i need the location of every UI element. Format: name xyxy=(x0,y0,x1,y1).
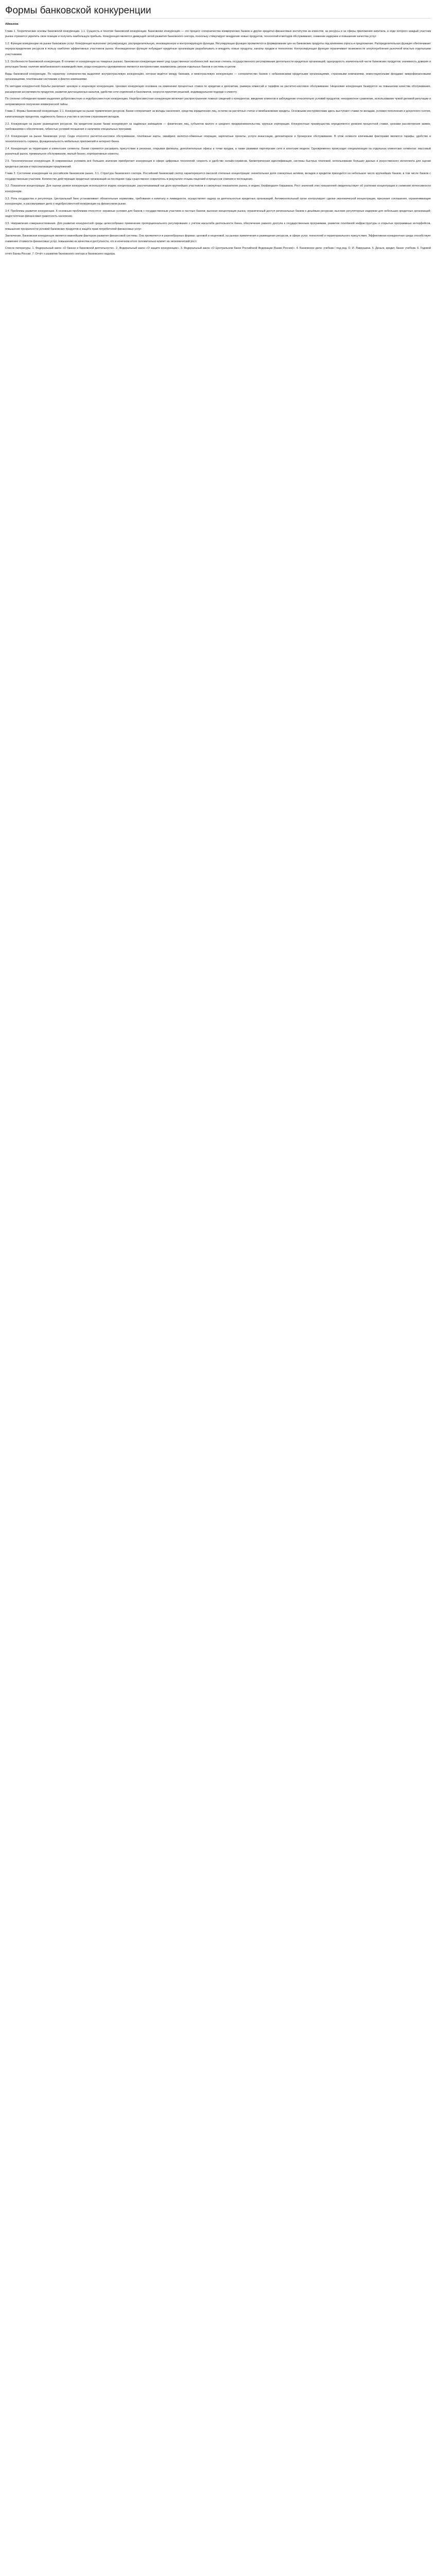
article-paragraph: Заключение. Банковская конкуренция является важнейшим фактором развития финансовой системы. Она проявляется в разнообразных формах: ценовой и неценовой, на рынках привлечения и размещения ресурсов, в сфере услуг, технологий и территориального присутствия. Эффективная конкурентная среда способствует снижению стоимости финансовых услуг, повышению их качества и доступности, что в конечном итоге положительно влияет на экономический рост. xyxy=(5,234,431,243)
article-body xyxy=(5,22,431,257)
article-paragraph: 1.3. Особенности банковской конкуренции. В отличие от конкуренции на товарных рынках, банковская конкуренция имеет ряд существенных особенностей: высокая степень государственного регулирования деятельности кредитных организаций; однородность значительной части банковских продуктов; значимость доверия и репутации банка; наличие межбанковского взаимодействия, когда конкуренты одновременно являются контрагентами; взаимосвязь рисков отдельных банков и системы в целом. xyxy=(5,60,431,69)
article-paragraph: Виды банковской конкуренции. По характеру соперничества выделяют внутриотраслевую конкуренцию, которая ведётся между банками, и межотраслевую конкуренцию — соперничество банков с небанковскими кредитными организациями, страховыми компаниями, инвестиционными фондами, микрофинансовыми организациями, платёжными системами и финтех-компаниями. xyxy=(5,72,431,81)
article-paragraph: Глава 3. Состояние конкуренции на российском банковском рынке. 3.1. Структура банковского сектора. Российский банковский сектор характеризуется высокой степенью концентрации: значительная доля совокупных активов, вкладов и кредитов приходится на небольшое число крупнейших банков, в том числе банков с государственным участием. Количество действующих кредитных организаций за последние годы существенно сократилось в результате отзыва лицензий и процессов слияния и поглощения. xyxy=(5,172,431,181)
article-paragraphs xyxy=(5,29,431,257)
article-paragraph: 3.2. Показатели концентрации. Для оценки уровня конкуренции используются индекс концентрации, рассчитываемый как доля крупнейших участников в совокупных показателях рынка, и индекс Херфиндаля–Хиршмана. Рост значений этих показателей свидетельствует об усилении концентрации и снижении интенсивности конкуренции. xyxy=(5,184,431,194)
author-line: Айвазова xyxy=(5,23,19,26)
article-paragraph: 1.2. Функции конкуренции на рынке банковских услуг. Конкуренция выполняет регулирующую, распределительную, инновационную и контролирующую функции. Регулирующая функция проявляется в формировании цен на банковские продукты под влиянием спроса и предложения. Распределительная функция обеспечивает перераспределение ресурсов в пользу наиболее эффективных участников рынка. Инновационная функция побуждает кредитные организации разрабатывать и внедрять новые продукты, каналы продаж и технологии. Контролирующая функция ограничивает возможности злоупотребления рыночной властью отдельными участниками. xyxy=(5,42,431,56)
article-paragraph: Список литературы. 1. Федеральный закон «О банках и банковской деятельности». 2. Федеральный закон «О защите конкуренции». 3. Федеральный закон «О Центральном банке Российской Федерации (Банке России)». 4. Банковское дело: учебник / под ред. О. И. Лаврушина. 5. Деньги, кредит, банки: учебник. 6. Годовой отчёт Банка России. 7. Отчёт о развитии банковского сектора и банковского надзора. xyxy=(5,247,431,256)
article-paragraph: По степени соблюдения правил выделяют добросовестную и недобросовестную конкуренцию. Недобросовестная конкуренция включает распространение ложных сведений о конкурентах, введение клиентов в заблуждение относительно условий продуктов, некорректное сравнение, использование чужой деловой репутации и неправомерное получение коммерческой тайны. xyxy=(5,97,431,106)
article-paragraph: 2.4. Конкуренция за территорию и клиентские сегменты. Банки стремятся расширить присутствие в регионах, открывая филиалы, дополнительные офисы и точки продаж, а также развивая партнёрские сети и агентские модели. Одновременно происходит специализация на отдельных клиентских сегментах: массовый розничный рынок, премиальное обслуживание, малый бизнес, корпоративные клиенты. xyxy=(5,147,431,156)
article-paragraph: 3.5. Направления совершенствования. Для развития конкурентной среды целесообразно применение пропорционального регулирования с учётом масштаба деятельности банка, обеспечение равного доступа к государственным программам, развитие платёжной инфраструктуры и открытых программных интерфейсов, повышение прозрачности условий банковских продуктов и защита прав потребителей финансовых услуг. xyxy=(5,222,431,231)
article-paragraph: 2.2. Конкуренция на рынке размещения ресурсов. На кредитном рынке банки конкурируют за надёжных заёмщиков — физических лиц, субъектов малого и среднего предпринимательства, крупные корпорации. Конкурентные преимущества определяются уровнем процентной ставки, сроками рассмотрения заявок, требованиями к обеспечению, гибкостью условий погашения и наличием специальных программ. xyxy=(5,122,431,131)
article-paragraph: Глава 1. Теоретические основы банковской конкуренции. 1.1. Сущность и понятие банковской конкуренции. Банковская конкуренция — это процесс соперничества коммерческих банков и других кредитно-финансовых институтов за клиентов, за ресурсы и за сферы приложения капитала, в ходе которого каждый участник рынка стремится укрепить свои позиции и получить наибольшую прибыль. Конкуренция является движущей силой развития банковского сектора, поскольку стимулирует внедрение новых продуктов, технологий и методов обслуживания, снижение издержек и повышение качества услуг. xyxy=(5,29,431,39)
article-paragraph: 3.3. Роль государства и регулятора. Центральный банк устанавливает обязательные нормативы, требования к капиталу и ликвидности, осуществляет надзор за деятельностью кредитных организаций. Антимонопольный орган контролирует сделки экономической концентрации, пресекает соглашения, ограничивающие конкуренцию, и рассматривает дела о недобросовестной конкуренции на финансовом рынке. xyxy=(5,197,431,206)
page-title: Формы банковской конкуренции xyxy=(5,5,431,19)
article-paragraph: 2.5. Технологическая конкуренция. В современных условиях всё большее значение приобретает конкуренция в сфере цифровых технологий: скорость и удобство онлайн-сервисов, биометрическая идентификация, системы быстрых платежей, использование больших данных и искусственного интеллекта для оценки кредитных рисков и персонализации предложений. xyxy=(5,160,431,168)
article-paragraph: По методам конкурентной борьбы различают ценовую и неценовую конкуренцию. Ценовая конкуренция основана на изменении процентных ставок по кредитам и депозитам, размера комиссий и тарифов на расчётно-кассовое обслуживание. Неценовая конкуренция базируется на повышении качества обслуживания, расширении ассортимента продуктов, развитии дистанционных каналов, удобстве сети отделений и банкоматов, скорости принятия решений, индивидуальном подходе к клиенту. xyxy=(5,84,431,94)
article-paragraph: 2.3. Конкуренция на рынке банковских услуг. Сюда относятся расчётно-кассовое обслуживание, платёжные карты, эквайринг, валютно-обменные операции, зарплатные проекты, услуги инкассации, депозитарное и брокерское обслуживание. В этом сегменте ключевыми факторами являются тарифы, удобство и технологичность сервиса, функциональность мобильных приложений и интернет-банка. xyxy=(5,134,431,144)
article-paragraph: Глава 2. Формы банковской конкуренции. 2.1. Конкуренция на рынке привлечения ресурсов. Банки соперничают за вклады населения, средства юридических лиц, остатки на расчётных счетах и межбанковские кредиты. Основными инструментами здесь выступают ставки по вкладам, условия пополнения и досрочного снятия, капитализация процентов, надёжность банка и участие в системе страхования вкладов. xyxy=(5,110,431,118)
article-paragraph: 3.4. Проблемы развития конкуренции. К основным проблемам относятся: неравные условия для банков с государственным участием и частных банков; высокая концентрация рынка; ограниченный доступ региональных банков к дешёвым ресурсам; высокие регуляторные издержки для небольших кредитных организаций; недостаточная финансовая грамотность населения. xyxy=(5,209,431,218)
